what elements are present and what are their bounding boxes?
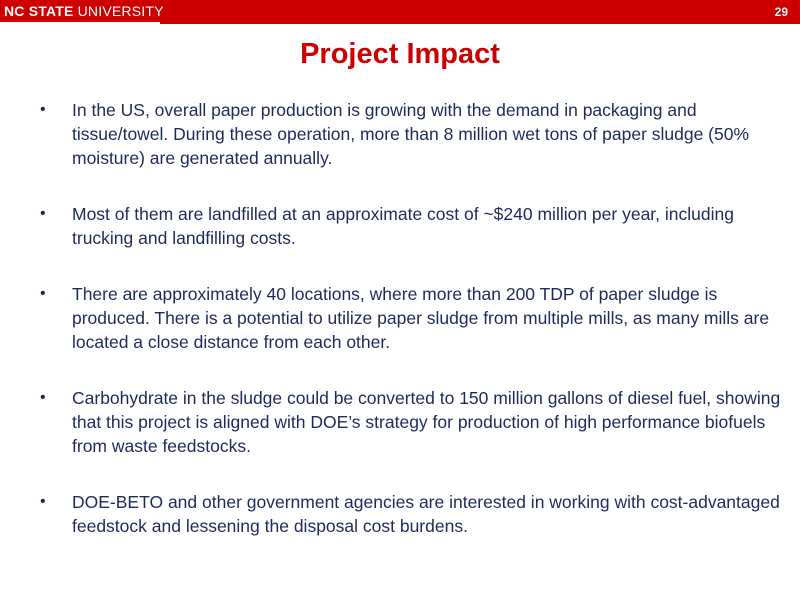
- logo-bold: NC STATE: [4, 3, 74, 19]
- bullet-text: DOE-BETO and other government agencies are interested in working with cost-advantaged feedstock and lessening the disposal cost burdens.: [72, 492, 780, 536]
- bullet-marker: •: [40, 389, 46, 406]
- logo-rest: UNIVERSITY: [73, 3, 164, 19]
- bullet-text: Most of them are landfilled at an approximate cost of ~$240 million per year, including trucking and landfilling costs.: [72, 204, 734, 248]
- bullet-list: [36, 98, 784, 570]
- bullet-text: There are approximately 40 locations, where more than 200 TDP of paper sludge is produced. There is a potential to utilize paper sludge from multiple mills, as many mills are located a close distance from each other.: [72, 284, 770, 352]
- bullet-item: [36, 98, 784, 170]
- bullet-text: Carbohydrate in the sludge could be converted to 150 million gallons of diesel fuel, showing that this project is aligned with DOE’s strategy for production of high performance biofuels from waste feedstocks.: [72, 388, 781, 456]
- university-logo: [0, 0, 164, 24]
- bullet-item: [36, 490, 784, 538]
- bullet-item: [36, 282, 784, 354]
- page-number: 29: [774, 5, 788, 19]
- bullet-item: [36, 386, 784, 458]
- bullet-text: In the US, overall paper production is growing with the demand in packaging and tissue/towel. During these operation, more than 8 million wet tons of paper sludge (50% moisture) are generated annually.: [72, 100, 750, 168]
- bullet-marker: •: [40, 101, 46, 118]
- bullet-marker: •: [40, 205, 46, 222]
- slide-title: Project Impact: [300, 38, 500, 70]
- bullet-marker: •: [40, 493, 46, 510]
- logo-text: [4, 3, 164, 19]
- bullet-marker: •: [40, 285, 46, 302]
- bullet-item: [36, 202, 784, 250]
